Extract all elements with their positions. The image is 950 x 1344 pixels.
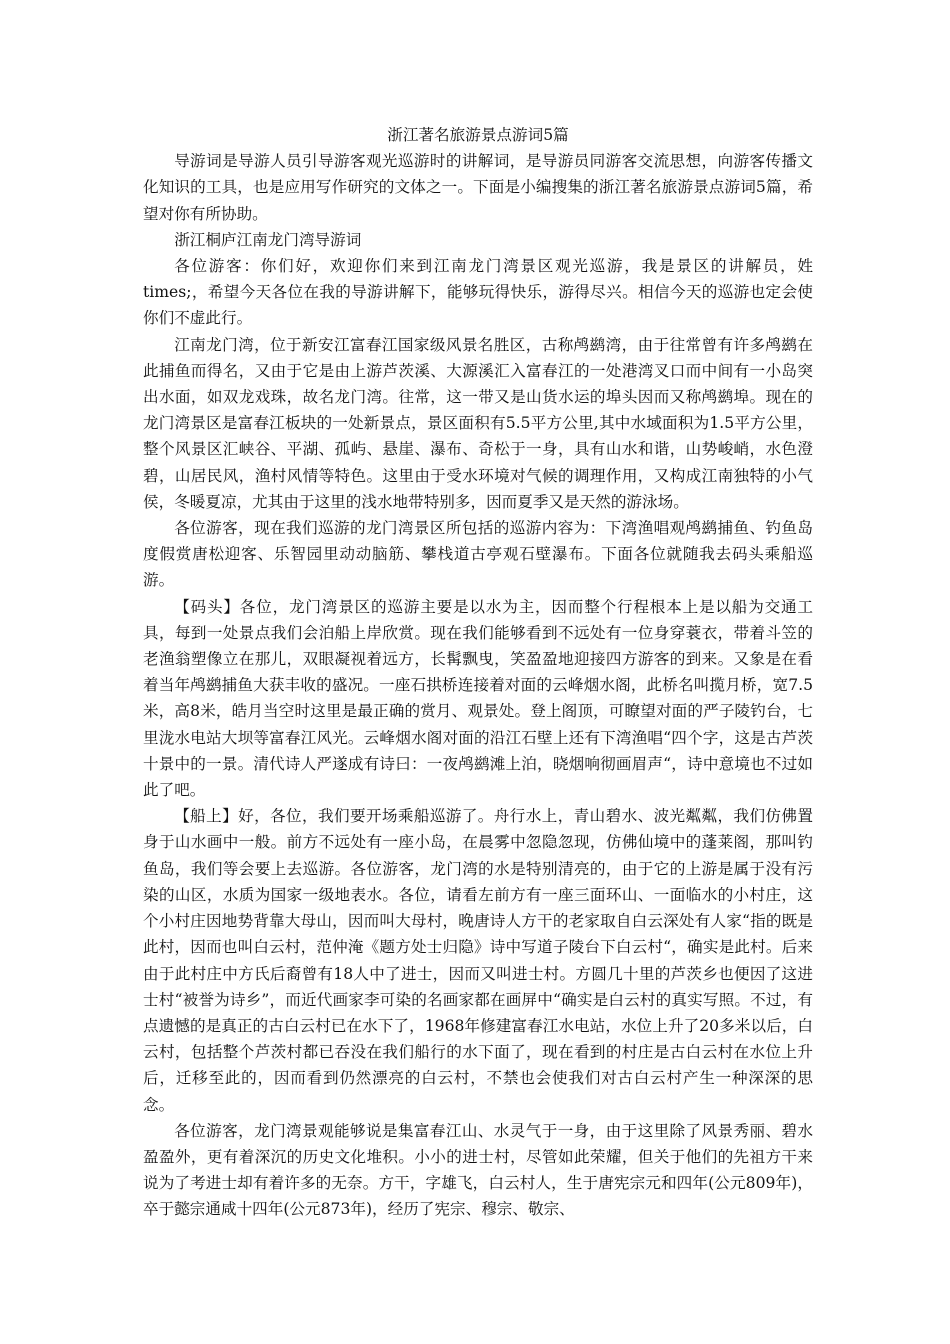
dock-paragraph: 【码头】各位，龙门湾景区的巡游主要是以水为主，因而整个行程根本上是以船为交通工具，每到一处景点我们会泊船上岸欣赏。现在我们能够看到不远处有一位身穿蓑衣，带着斗笠的老渔翁塑像立在那儿，双眼凝视着远方，长髯飘曳，笑盈盈地迎接四方游客的到来。又象是在看着当年鸬鹚捕鱼大获丰收的盛况。一座石拱桥连接着对面的云峰烟水阁，此桥名叫揽月桥，宽7.5米，高8米，皓月当空时这里是最正确的赏月、观景处。登上阁顶，可瞭望对面的严子陵钓台，七里泷水电站大坝等富春江风光。云峰烟水阁对面的沿江石壁上还有下湾渔唱“四个字，这是古芦茨十景中的一景。清代诗人严遂成有诗曰：一夜鸬鹚滩上泊，晓烟响彻画眉声“，诗中意境也不过如此了吧。 [143, 597, 813, 800]
document-title: 浙江著名旅游景点游词5篇 [387, 126, 569, 144]
document-body [143, 122, 813, 1223]
section-heading: 浙江桐庐江南龙门湾导游词 [174, 230, 362, 249]
history-paragraph: 各位游客，龙门湾景观能够说是集富春江山、水灵气于一身，由于这里除了风景秀丽、碧水盈盈外，更有着深沉的历史文化堆积。小小的进士村，尽管如此荣耀，但关于他们的先祖方干来说为了考进士却有着许多的无奈。方干，字雄飞，白云村人，生于唐宪宗元和四年(公元809年)，卒于懿宗通咸十四年(公元873年)，经历了宪宗、穆宗、敬宗、 [143, 1121, 813, 1219]
location-paragraph: 江南龙门湾，位于新安江富春江国家级风景名胜区，古称鸬鹚湾，由于往常曾有许多鸬鹚在此捕鱼而得名，又由于它是由上游芦茨溪、大源溪汇入富春江的一处港湾叉口而中间有一小岛突出水面，如双龙戏珠，故名龙门湾。往常，这一带又是山货水运的埠头因而又称鸬鹚埠。现在的龙门湾景区是富春江板块的一处新景点，景区面积有5.5平方公里,其中水域面积为1.5平方公里，整个风景区汇峡谷、平湖、孤屿、悬崖、瀑布、奇松于一身，具有山水和谐，山势峻峭，水色澄碧，山居民风，渔村风情等特色。这里由于受水环境对气候的调理作用，又构成江南独特的小气侯，冬暖夏凉，尤其由于这里的浅水地带特别多，因而夏季又是天然的游泳场。 [143, 335, 813, 511]
boat-paragraph: 【船上】好，各位，我们要开场乘船巡游了。舟行水上，青山碧水、波光粼粼，我们仿佛置身于山水画中一般。前方不远处有一座小岛，在晨雾中忽隐忽现，仿佛仙境中的蓬莱阁，那叫钓鱼岛，我们等会要上去巡游。各位游客，龙门湾的水是特别清亮的，由于它的上游是属于没有污染的山区，水质为国家一级地表水。各位，请看左前方有一座三面环山、一面临水的小村庄，这个小村庄因地势背靠大母山，因而叫大母村，晚唐诗人方干的老家取自白云深处有人家“指的既是此村，因而也叫白云村，范仲淹《题方处士归隐》诗中写道子陵台下白云村“，确实是此村。后来由于此村庄中方氏后裔曾有18人中了进士，因而又叫进士村。方圆几十里的芦茨乡也便因了这进士村“被誉为诗乡”，而近代画家李可染的名画家都在画屏中“确实是白云村的真实写照。不过，有点遗憾的是真正的古白云村已在水下了，1968年修建富春江水电站，水位上升了20多米以后，白云村，包括整个芦茨村都已吞没在我们船行的水下面了，现在看到的村庄是古白云村在水位上升后，迁移至此的，因而看到仍然漂亮的白云村，不禁也会使我们对古白云村产生一种深深的思念。 [143, 807, 813, 1114]
itinerary-paragraph: 各位游客，现在我们巡游的龙门湾景区所包括的巡游内容为：下湾渔唱观鸬鹚捕鱼、钓鱼岛度假赏唐松迎客、乐智园里动动脑筋、攀栈道古亭观石壁瀑布。下面各位就随我去码头乘船巡游。 [143, 519, 813, 590]
intro-paragraph: 导游词是导游人员引导游客观光巡游时的讲解词，是导游员同游客交流思想，向游客传播文化知识的工具，也是应用写作研究的文体之一。下面是小编搜集的浙江著名旅游景点游词5篇，希望对你有所协助。 [143, 152, 813, 223]
greeting-paragraph: 各位游客：你们好，欢迎你们来到江南龙门湾景区观光巡游，我是景区的讲解员，姓times;，希望今天各位在我的导游讲解下，能够玩得快乐，游得尽兴。相信今天的巡游也定会使你们不虚此行。 [143, 257, 813, 328]
